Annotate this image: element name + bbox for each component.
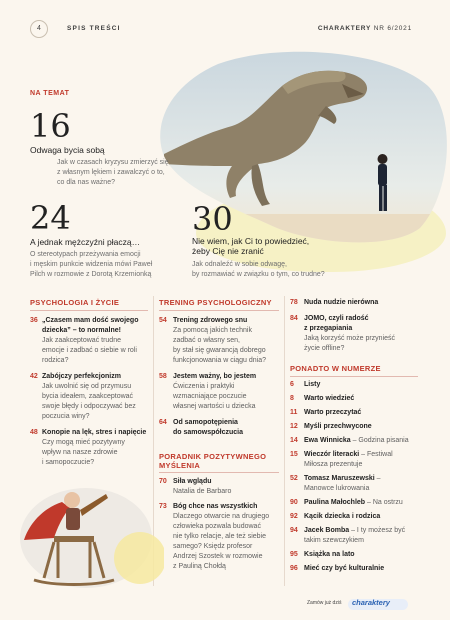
section-heading: PSYCHOLOGIA I ŻYCIE: [30, 298, 120, 307]
column-divider: [284, 296, 285, 586]
feature-lead: O stereotypach przeżywania emocji i męskim punkcie widzenia mówi Paweł Pilch w rozmowie z Dorotą Krzemionką: [30, 251, 153, 279]
heading-rule: [290, 376, 418, 377]
section-heading: PONADTO W NUMERZE: [290, 364, 381, 373]
feature-number: 16: [30, 107, 71, 145]
feature-lead: Jak w czasach kryzysu zmierzyć się z własnym lękiem i zawalczyć o to, co dla nas ważne?: [57, 159, 169, 187]
toc-entry[interactable]: 78 Nuda nudzie nierówna: [290, 299, 379, 306]
heading-rule: [30, 310, 148, 311]
category-label: NA TEMAT: [30, 90, 70, 97]
toc-entry[interactable]: 64 Od samopotępienia do samowspółczucia: [159, 419, 244, 436]
toc-entry[interactable]: 11 Warto przeczytać: [290, 409, 362, 416]
toc-entry[interactable]: 90 Paulina Małochleb – Na ostrzu: [290, 499, 403, 506]
section-heading: TRENING PSYCHOLOGICZNY: [159, 298, 272, 307]
feature-number: 30: [192, 200, 233, 238]
section-title: SPIS TREŚCI: [67, 25, 121, 32]
brand-logo[interactable]: charaktery: [352, 598, 390, 607]
toc-entry[interactable]: 54 Trening zdrowego snu Za pomocą jakich technik zadbać o własny sen, by stał się gwarancją dobrego funkcjonowania w ciągu dnia?: [159, 317, 267, 364]
ad-text: Zamów już dziś: [307, 600, 342, 606]
toc-entry[interactable]: 70 Siła wglądu Natalia de Barbaro: [159, 478, 232, 495]
feature-lead: Jak odnaleźć w sobie odwagę, by rozmawiać w związku o tym, co trudne?: [192, 261, 325, 279]
feature-title[interactable]: Odwaga bycia sobą: [30, 145, 105, 155]
section-heading: PORADNIK POZYTYWNEGO MYŚLENIA: [159, 452, 267, 471]
toc-entry[interactable]: 8 Warto wiedzieć: [290, 395, 355, 402]
heading-rule: [159, 310, 279, 311]
toc-entry[interactable]: 14 Ewa Winnicka – Godzina pisania: [290, 437, 409, 444]
feature-title[interactable]: Nie wiem, jak Ci to powiedzieć, żeby Cię nie zranić: [192, 236, 310, 257]
toc-entry[interactable]: 58 Jestem ważny, bo jestem Ćwiczenia i praktyki wzmacniające poczucie własnej wartości u dziecka: [159, 373, 257, 410]
feature-number: 24: [30, 199, 71, 237]
toc-entry[interactable]: 48 Konopie na lęk, stres i napięcie Czy mogą mieć pozytywny wpływ na nasze zdrowie i samopoczucie?: [30, 429, 147, 466]
toc-entry[interactable]: 92 Kącik dziecka i rodzica: [290, 513, 381, 520]
toc-entry[interactable]: 6 Listy: [290, 381, 321, 388]
toc-entry[interactable]: 52 Tomasz Maruszewski – Manowce lukrowania: [290, 475, 381, 492]
feature-title[interactable]: A jednak mężczyźni płaczą…: [30, 237, 141, 247]
toc-entry[interactable]: 73 Bóg chce nas wszystkich Dlaczego otwarcie na drugiego człowieka pozwala budować nie tylko relacje, ale też siebie samego? Księdz profesor Andrzej Szostek w rozmowie z Pauliną Chołdą: [159, 503, 270, 570]
toc-entry[interactable]: 84 JOMO, czyli radość z przegapiania Jaką korzyść może przynieść życie offline?: [290, 315, 396, 352]
toc-entry[interactable]: 42 Zabójczy perfekcjonizm Jak uwolnić się od przymusu bycia ideałem, zaakceptować swoje błędy i odpoczywać bez poczucia winy?: [30, 373, 136, 420]
toc-entry[interactable]: 95 Książka na lato: [290, 551, 355, 558]
toc-entry[interactable]: 36 „Czasem mam dość swojego dziecka” – to normalne! Jak zaakceptować trudne emocje i zadbać o siebie w roli rodzica?: [30, 317, 139, 364]
heading-rule: [159, 472, 279, 473]
page-number: 4: [30, 20, 48, 38]
toc-entry[interactable]: 94 Jacek Bomba – I ty możesz być takim szewczykiem: [290, 527, 406, 544]
child-illustration: [14, 478, 164, 590]
toc-entry[interactable]: 96 Mieć czy być kulturalnie: [290, 565, 385, 572]
page-header: [0, 0, 450, 44]
magazine-issue: CHARAKTERY NR 6/2021: [317, 25, 412, 32]
toc-entry[interactable]: 15 Wieczór literacki – Festiwal Miłosza prezentuje: [290, 451, 393, 468]
toc-entry[interactable]: 12 Myśli przechwycone: [290, 423, 372, 430]
